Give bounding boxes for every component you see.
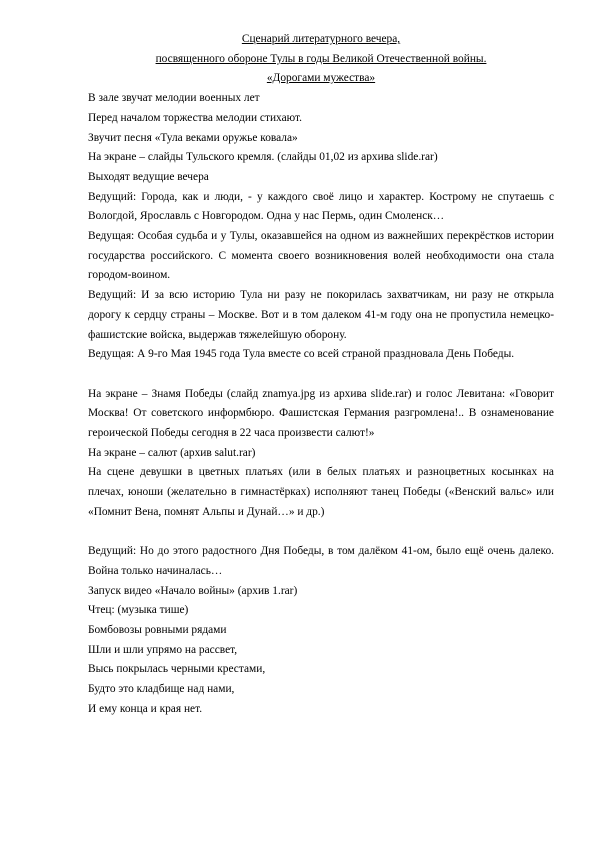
- blank-line-2: [88, 523, 554, 543]
- paragraph-15: Ведущий: Но до этого радостного Дня Победы, в том далёком 41-ом, было ещё очень далеко. Война только начиналась…: [88, 545, 554, 577]
- paragraph-9: Ведущая: А 9-го Мая 1945 года Тула вместе со всей страной праздновала День Победы.: [88, 348, 515, 361]
- paragraph-13: На сцене девушки в цветных платьях (или в белых платьях и разноцветных косынках на плечах, юноши (желательно в гимнастёрках) исполняют танец Победы («Венский вальс» или «Помнит Вена, помнят Альпы и Дунай…» и др.): [88, 466, 554, 518]
- poem-line-1: Бомбовозы ровными рядами: [88, 624, 227, 637]
- paragraph-17: Чтец: (музыка тише): [88, 604, 189, 617]
- blank-line-1: [88, 365, 554, 385]
- title-line-2: посвященного обороне Тулы в годы Великой Отечественной войны.: [155, 52, 487, 65]
- paragraph-4: На экране – слайды Тульского кремля. (слайды 01,02 из архива slide.rar): [88, 151, 438, 164]
- poem-line-2: Шли и шли упрямо на рассвет,: [88, 643, 238, 656]
- paragraph-2: Перед началом торжества мелодии стихают.: [88, 111, 302, 124]
- paragraph-12: На экране – салют (архив salut.rar): [88, 446, 256, 459]
- poem-line-5: И ему конца и края нет.: [88, 702, 203, 715]
- paragraph-11: На экране – Знамя Победы (слайд znamya.jpg из архива slide.rar) и голос Левитана: «Говорит Москва! От советского информбюро. Фашистская Германия разгромлена!.. В ознаменование героической Победы сегодня в 22 часа произвести салют!»: [88, 387, 554, 440]
- title-line-1: Сценарий литературного вечера,: [241, 33, 401, 45]
- paragraph-16: Запуск видео «Начало войны» (архив 1.rar): [88, 584, 298, 597]
- paragraph-5: Выходят ведущие вечера: [88, 170, 209, 183]
- paragraph-3: Звучит песня «Тула веками оружье ковала»: [88, 131, 298, 144]
- paragraph-6: Ведущий: Города, как и люди, - у каждого своё лицо и характер. Кострому не спутаешь с Вологдой, Ярославль с Новгородом. Одна у нас Пермь, один Смоленск…: [88, 190, 554, 223]
- poem-line-4: Будто это кладбище над нами,: [88, 683, 235, 696]
- paragraph-1: В зале звучат мелодии военных лет: [88, 92, 260, 105]
- poem-line-3: Высь покрылась черными крестами,: [88, 663, 266, 676]
- title-line-3: «Дорогами мужества»: [266, 72, 376, 85]
- document-page: [88, 30, 554, 720]
- paragraph-7: Ведущая: Особая судьба и у Тулы, оказавшейся на одном из важнейших перекрёстков истории государства российского. С момента своего возникновения волей необходимости она стала городом-воином.: [88, 230, 554, 282]
- paragraph-8: Ведущий: И за всю историю Тула ни разу не покорилась захватчикам, ни разу не открыла дорогу к сердцу страны – Москве. Вот и в том далеком 41-м году она не пропустила немецко-фашистские войска, выдержав тяжелейшую оборону.: [88, 289, 554, 341]
